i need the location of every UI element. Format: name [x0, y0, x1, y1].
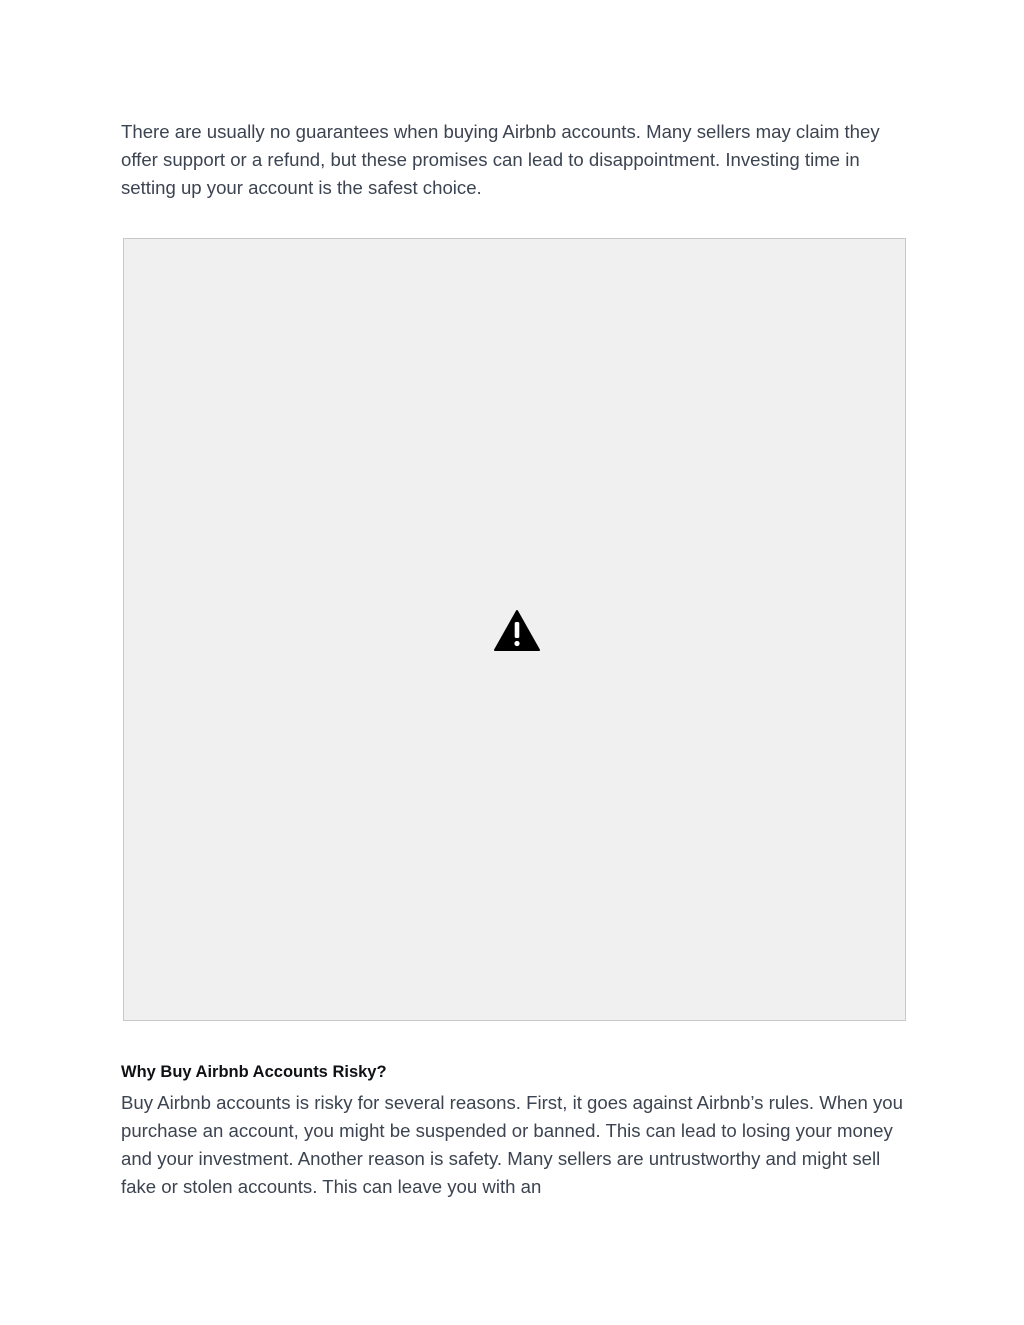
- section-heading: Why Buy Airbnb Accounts Risky?: [121, 1063, 387, 1081]
- section-body-paragraph: Buy Airbnb accounts is risky for several reasons. First, it goes against Airbnb’s rules. When you purchase an account, you might be suspended or banned. This can lead to losing your money and your investment. Another reason is safety. Many sellers are untrustworthy and might sell fake or stolen accounts. This can leave you with an: [121, 1092, 903, 1197]
- intro-paragraph: There are usually no guarantees when buying Airbnb accounts. Many sellers may claim they offer support or a refund, but these promises can lead to disappointment. Investing time in setting up your account is the safest choice.: [121, 121, 880, 198]
- broken-image-placeholder: [123, 238, 906, 1021]
- warning-icon: [493, 609, 541, 653]
